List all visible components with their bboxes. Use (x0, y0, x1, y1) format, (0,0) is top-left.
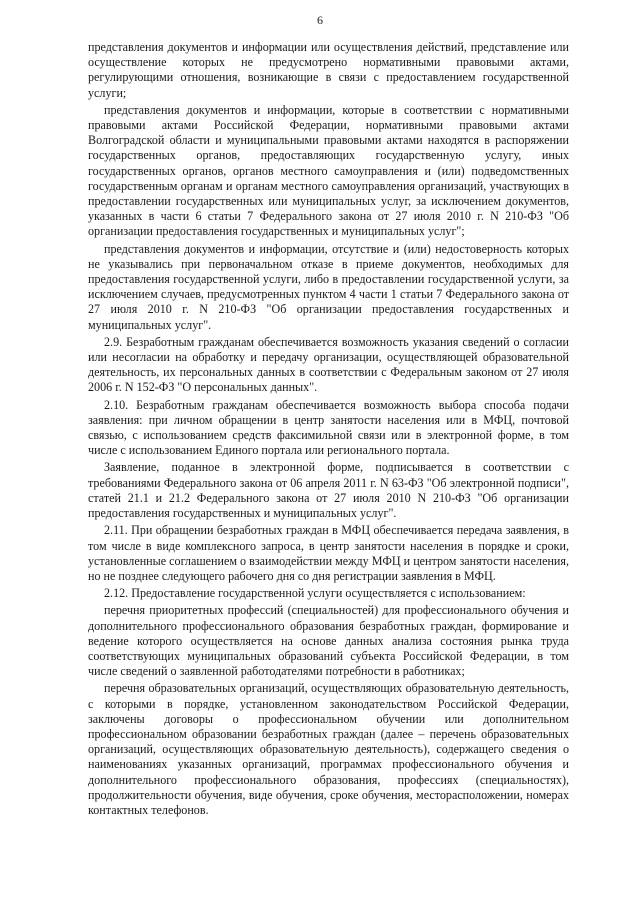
paragraph: представления документов и информации, отсутствие и (или) недостоверность которых не указывались при первоначальном отказе в приеме документов, необходимых для предоставления государственной услуги, либо в предоставлении государственной услуги, за исключением случаев, предусмотренных пунктом 4 части 1 статьи 7 Федерального закона от 27 июля 2010 г. N 210-ФЗ "Об организации предоставления государственных и муниципальных услуг". (88, 241, 569, 332)
paragraph: 2.10. Безработным гражданам обеспечивается возможность выбора способа подачи заявления: при личном обращении в центр занятости населения или в МФЦ, почтовой связью, с использованием средств факсимильной связи или в электронной форме, в том числе с использованием Единого портала или регионального портала. (88, 397, 569, 458)
paragraph: перечня приоритетных профессий (специальностей) для профессионального обучения и дополнительного профессионального образования безработных граждан, формирование и ведение которого осуществляется на основе данных анализа состояния рынка труда соответствующих муниципальных образований субъекта Российской Федерации, в том числе сведений о заявленной работодателями потребности в работниках; (88, 603, 569, 679)
paragraph: 2.12. Предоставление государственной услуги осуществляется с использованием: (104, 586, 526, 601)
paragraph: 2.9. Безработным гражданам обеспечивается возможность указания сведений о согласии или несогласии на обработку и передачу организации, осуществляющей образовательной деятельность, их персональных данных в соответствии с Федеральным законом от 27 июля 2006 г. N 152-ФЗ "О персональных данных". (88, 334, 569, 395)
paragraph: Заявление, поданное в электронной форме, подписывается в соответствии с требованиями Федерального закона от 06 апреля 2011 г. N 63-ФЗ "Об электронной подписи", статей 21.1 и 21.2 Федерального закона от 27 июля 2010 N 210-ФЗ "Об организации предоставления государственных и муниципальных услуг". (88, 460, 569, 521)
paragraph: представления документов и информации или осуществления действий, представление или осуществление которых не предусмотрено нормативными правовыми актами, регулирующими отношения, возникающие в связи с предоставлением государственной услуги; (88, 40, 569, 100)
page-number: 6 (317, 13, 323, 27)
paragraph: перечня образовательных организаций, осуществляющих образовательную деятельность, с которыми в порядке, установленном законодательством Российской Федерации, заключены договоры о профессиональном обучении или дополнительном профессиональном образовании безработных граждан (далее – перечень образовательных организаций, осуществляющих образовательную деятельность), содержащего сведения о наименованиях указанных организаций, программах профессионального обучения и дополнительного профессионального образования, профессиях (специальностях), продолжительности обучения, виде обучения, сроке обучения, месторасположении, номерах контактных телефонов. (88, 681, 569, 817)
document-body (88, 40, 569, 820)
paragraph: представления документов и информации, которые в соответствии с нормативными правовыми актами Российской Федерации, нормативными правовыми актами Волгоградской области и муниципальными правовыми актами находятся в распоряжении государственных органов, предоставляющих государственную услугу, иных государственных органов, органов местного самоуправления и (или) подведомственных государственным органам и органам местного самоуправления организаций, участвующих в предоставлении государственных или муниципальных услуг, за исключением документов, указанных в части 6 статьи 7 Федерального закона от 27 июля 2010 г. N 210-ФЗ "Об организации предоставления государственных и муниципальных услуг"; (88, 102, 569, 239)
paragraph: 2.11. При обращении безработных граждан в МФЦ обеспечивается передача заявления, в том числе в виде комплексного запроса, в центр занятости населения в порядке и сроки, установленные соглашением о взаимодействии между МФЦ и центром занятости населения, но не позднее следующего рабочего дня со дня регистрации заявления в МФЦ. (88, 523, 569, 583)
